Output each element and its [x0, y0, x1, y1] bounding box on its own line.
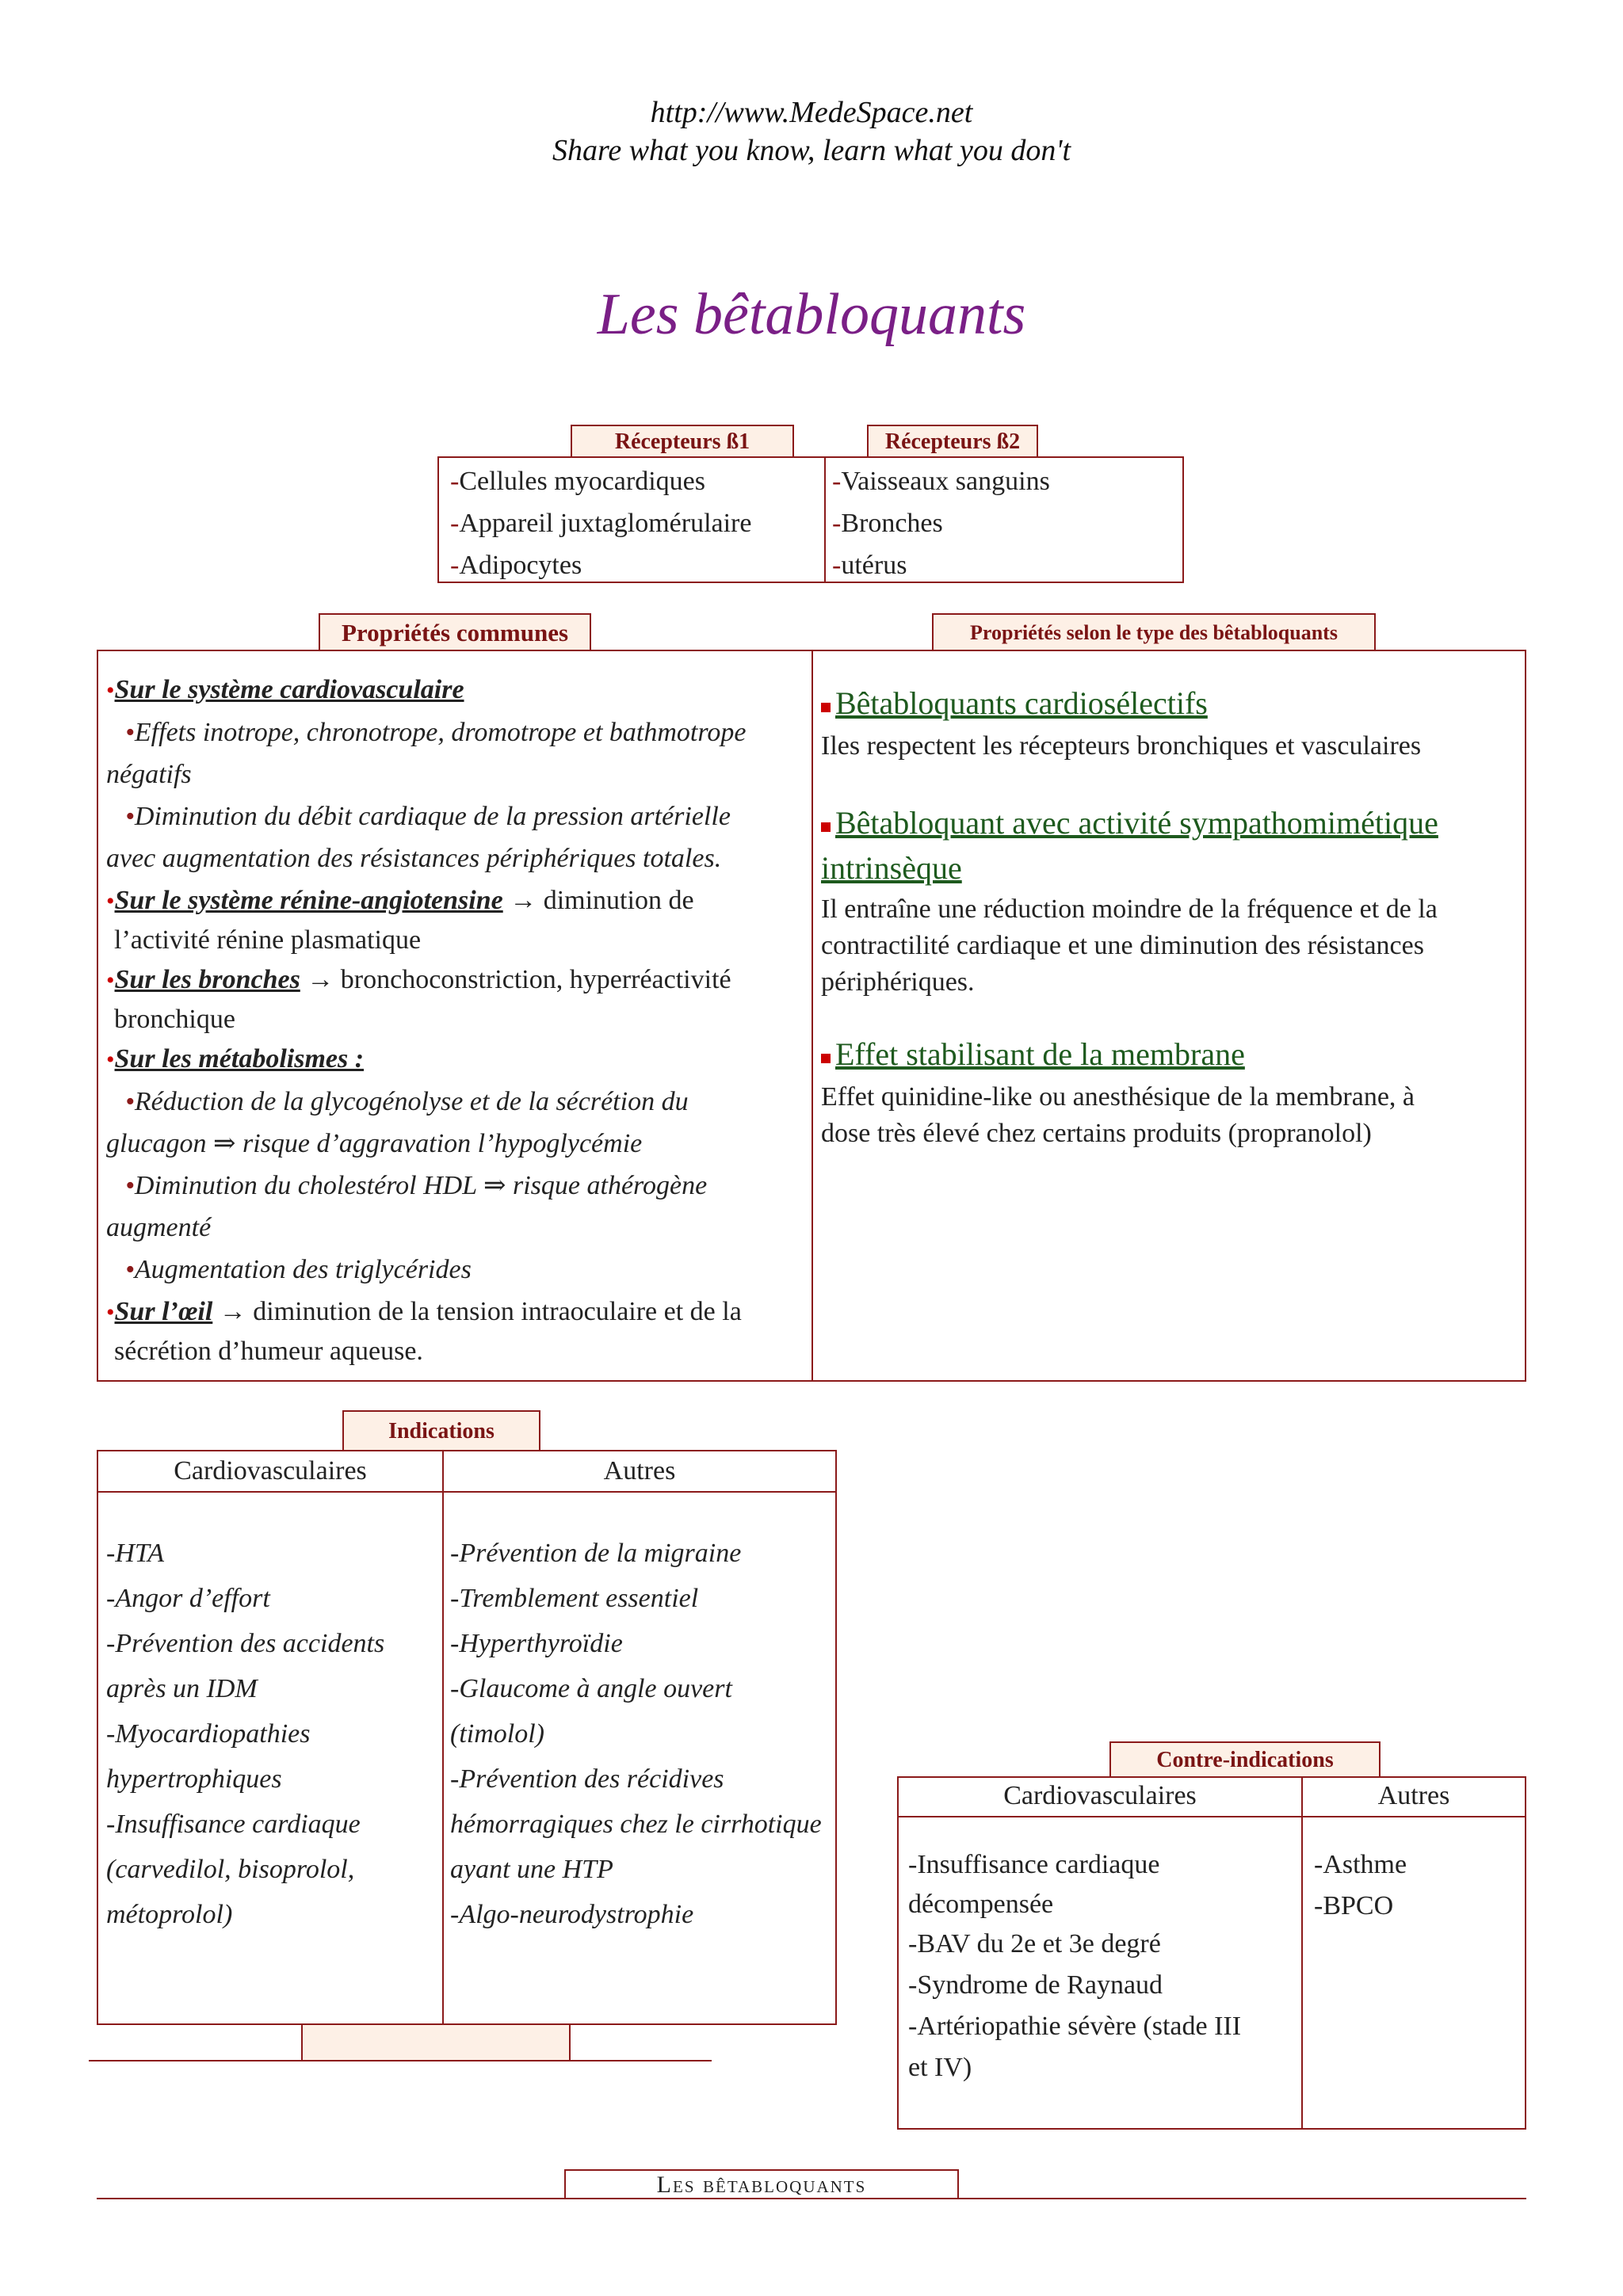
receptors-table: [437, 456, 1184, 583]
site-tagline: Share what you know, learn what you don't: [552, 134, 1071, 167]
type-properties: Bêtabloquants cardiosélectifs Iles respectent les récepteurs bronchiques et vasculaires Bêtabloquant avec activité sympathomimétique intrinsèque Il entraîne une réduction moindre de la fréquence et de la contractilité cardiaque et une diminution des résistances périphériques. Effet stabilisant de la membrane Effet quinidine-like ou anesthésique de la membrane, à dose très élevé chez certains produits (propranolol): [821, 685, 1438, 1148]
common-properties-tab: Propriétés communes: [319, 613, 591, 651]
common-properties: •Sur le système cardiovasculaire •Effets inotrope, chronotrope, dromotrope et bathmotrope négatifs •Diminution du débit cardiaque de la pression artérielle avec augmentation des résistances périphériques totales. •Sur le système rénine-angiotensine → diminution de l’activité rénine plasmatique •Sur les bronches → bronchoconstriction, hyperréactivité bronchique •Sur les métabolismes : •Réduction de la glycogénolyse et de la sécrétion du glucagon ⇒ risque d’aggravation l’hypoglycémie •Diminution du cholestérol HDL ⇒ risque athérogène augmenté •Augmentation des triglycérides •Sur l’œil → diminution de la tension intraoculaire et de la sécrétion d’humeur aqueuse.: [106, 675, 747, 1366]
footer-label: Les bêtabloquants: [564, 2169, 959, 2199]
page-title: Les bêtabloquants: [597, 282, 1026, 347]
contra-table: [897, 1776, 1526, 2130]
indications-bottom-tab: [301, 2025, 571, 2061]
indications-col-autres: Autres: [603, 1456, 676, 1486]
properties-box: [97, 650, 1526, 1382]
footer-rule: [97, 2198, 1526, 2199]
contra-col-autres: Autres: [1377, 1781, 1450, 1810]
site-url[interactable]: http://www.MedeSpace.net: [650, 96, 973, 129]
contra-col-cardio: Cardiovasculaires: [1003, 1781, 1197, 1810]
type-properties-tab: Propriétés selon le type des bêtabloquants: [932, 613, 1376, 651]
contra-autres-list: -Asthme -BPCO: [1314, 1850, 1407, 1920]
indications-cardio-list: -HTA -Angor d’effort -Prévention des accidents après un IDM -Myocardiopathies hypertrophiques -Insuffisance cardiaque (carvedilol, bisoprolol, métoprolol): [106, 1539, 385, 1929]
contra-tab: Contre-indications: [1109, 1741, 1381, 1778]
receptors-b1-list: -Cellules myocardiques -Appareil juxtaglomérulaire -Adipocytes: [450, 467, 752, 580]
receptors-b2-list: -Vaisseaux sanguins -Bronches -utérus: [832, 467, 1050, 580]
receptors-b2-tab: Récepteurs ß2: [867, 425, 1038, 458]
indications-tab: Indications: [342, 1410, 540, 1451]
contra-cardio-list: -Insuffisance cardiaque décompensée -BAV du 2e et 3e degré -Syndrome de Raynaud -Artériopathie sévère (stade III et IV): [908, 1850, 1242, 2082]
indications-bottom-rule: [89, 2060, 712, 2061]
receptors-b1-tab: Récepteurs ß1: [571, 425, 794, 458]
indications-table: [97, 1450, 837, 2025]
indications-autres-list: -Prévention de la migraine -Tremblement essentiel -Hyperthyroïdie -Glaucome à angle ouvert (timolol) -Prévention des récidives hémorragiques chez le cirrhotique ayant une HTP -Algo-neurodystrophie: [450, 1539, 822, 1929]
indications-col-cardio: Cardiovasculaires: [174, 1456, 367, 1486]
